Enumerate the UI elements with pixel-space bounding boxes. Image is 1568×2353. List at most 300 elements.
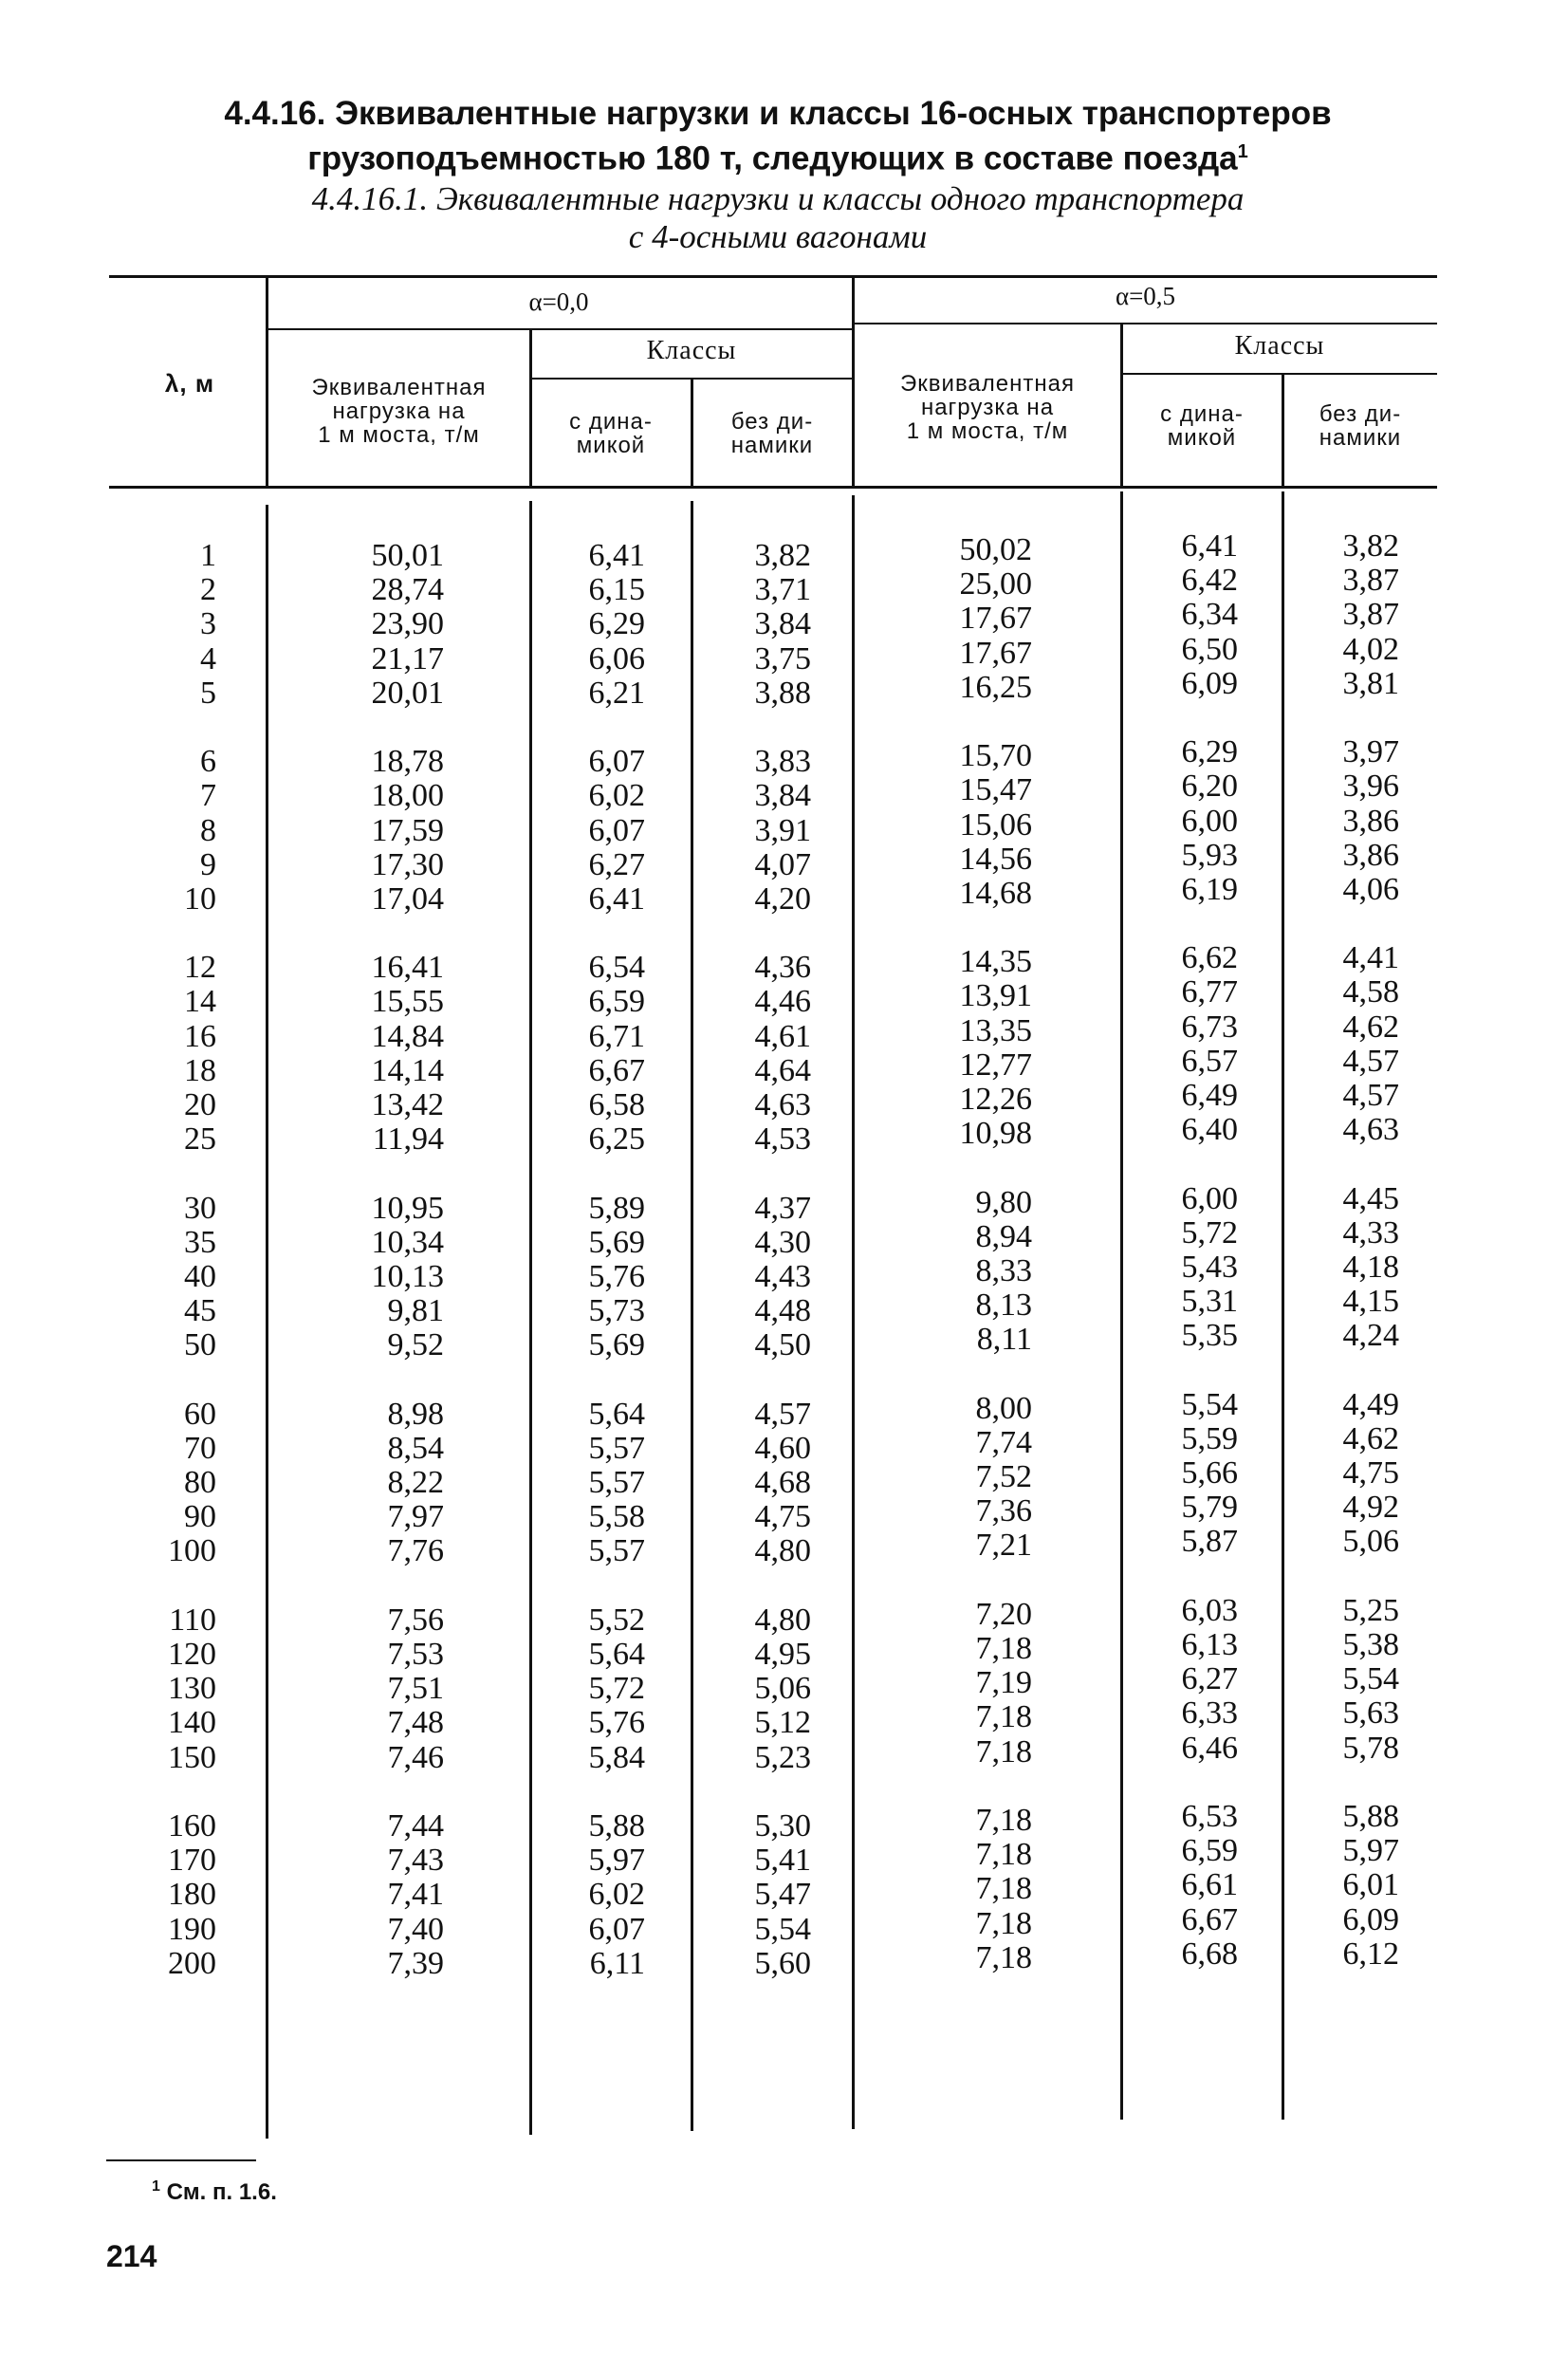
table-cell: 4,20 xyxy=(754,880,811,917)
table-cell: 4,62 xyxy=(1342,1420,1399,1456)
table-cell: 6,27 xyxy=(1181,1661,1238,1697)
table-cell: 3,83 xyxy=(754,744,811,780)
table-cell: 6,61 xyxy=(1181,1867,1238,1903)
table-cell: 6,21 xyxy=(588,675,645,711)
table-cell: 5,06 xyxy=(754,1671,811,1707)
footnote-text: См. п. 1.6. xyxy=(166,2179,277,2205)
table-cell: 6,59 xyxy=(1181,1833,1238,1869)
group-spacer xyxy=(873,1358,1032,1392)
table-cell: 25,00 xyxy=(959,566,1032,602)
header-text: микой xyxy=(576,433,646,458)
table-cell: 5,54 xyxy=(1181,1386,1238,1422)
table-cell: 5,57 xyxy=(588,1465,645,1501)
table-cell: 4,95 xyxy=(754,1637,811,1672)
table-cell: 5,72 xyxy=(588,1671,645,1707)
table-cell: 12,77 xyxy=(959,1047,1032,1083)
table-cell: 7,18 xyxy=(975,1699,1032,1735)
footnote-reference: 1 xyxy=(1237,141,1248,162)
table-cell: 5,97 xyxy=(1342,1833,1399,1869)
group-spacer xyxy=(285,711,444,745)
table-cell: 3,96 xyxy=(1342,769,1399,805)
table-cell: 5,66 xyxy=(1181,1455,1238,1491)
table-cell: 30 xyxy=(184,1190,216,1226)
group-spacer xyxy=(550,1157,645,1191)
group-spacer xyxy=(1300,1354,1399,1388)
table-cell: 3,71 xyxy=(754,572,811,608)
table-cell: 5,52 xyxy=(588,1602,645,1638)
table-cell: 8,98 xyxy=(387,1396,444,1432)
table-cell: 17,30 xyxy=(371,846,444,882)
header-bottom-rule xyxy=(109,486,1437,489)
table-cell: 8,13 xyxy=(975,1288,1032,1324)
table-cell: 5,76 xyxy=(588,1258,645,1294)
subsection-title-line2: с 4-осными вагонами xyxy=(628,218,928,255)
group-spacer xyxy=(1138,701,1238,735)
table-cell: 7 xyxy=(200,778,216,814)
table-cell: 9,80 xyxy=(975,1184,1032,1220)
table-cell: 8,33 xyxy=(975,1252,1032,1288)
group-spacer xyxy=(550,711,645,745)
a0-with-dynamics-column xyxy=(550,539,645,1981)
table-cell: 8,00 xyxy=(975,1390,1032,1426)
header-text: с дина- xyxy=(569,409,653,435)
header-text: 1 м моста, т/м xyxy=(318,422,480,448)
table-cell: 6,62 xyxy=(1181,940,1238,976)
group-spacer xyxy=(1138,907,1238,941)
table-cell: 6,25 xyxy=(588,1121,645,1158)
table-cell: 10,34 xyxy=(371,1224,444,1260)
subsection-title xyxy=(142,180,1413,256)
table-cell: 4,80 xyxy=(754,1602,811,1638)
table-cell: 6,02 xyxy=(588,1877,645,1913)
table-cell: 8,22 xyxy=(387,1465,444,1501)
table-cell: 6,02 xyxy=(588,778,645,814)
table-cell: 4,58 xyxy=(1342,974,1399,1010)
table-cell: 6,00 xyxy=(1181,1180,1238,1216)
table-cell: 21,17 xyxy=(371,640,444,676)
table-cell: 5,31 xyxy=(1181,1284,1238,1320)
table-cell: 3 xyxy=(200,606,216,642)
table-cell: 7,18 xyxy=(975,1871,1032,1907)
table-cell: 200 xyxy=(168,1945,216,1981)
table-cell: 4,41 xyxy=(1342,940,1399,976)
table-cell: 6,53 xyxy=(1181,1798,1238,1834)
table-cell: 5,38 xyxy=(1342,1627,1399,1662)
table-cell: 15,47 xyxy=(959,772,1032,808)
table-cell: 6,13 xyxy=(1181,1627,1238,1662)
header-text: намики xyxy=(1319,425,1402,451)
table-cell: 4,68 xyxy=(754,1465,811,1501)
header-text: намики xyxy=(730,433,814,458)
table-cell: 5,12 xyxy=(754,1705,811,1741)
group-spacer xyxy=(285,917,444,951)
table-cell: 6,00 xyxy=(1181,803,1238,839)
table-top-rule xyxy=(109,275,1437,278)
footnote-mark: 1 xyxy=(152,2178,160,2195)
table-cell: 6,73 xyxy=(1181,1009,1238,1045)
classes-header: Классы xyxy=(1234,331,1325,361)
a0-load-column xyxy=(285,539,444,1981)
group-spacer xyxy=(873,1151,1032,1185)
table-cell: 6,46 xyxy=(1181,1730,1238,1766)
table-cell: 6,15 xyxy=(588,572,645,608)
table-cell: 4,18 xyxy=(1342,1249,1399,1285)
group-spacer xyxy=(711,917,811,951)
table-cell: 5,30 xyxy=(754,1807,811,1843)
group-spacer xyxy=(550,1775,645,1809)
table-cell: 6,33 xyxy=(1181,1695,1238,1732)
table-cell: 9,52 xyxy=(387,1327,444,1363)
table-cell: 5,54 xyxy=(1342,1661,1399,1697)
table-cell: 7,74 xyxy=(975,1424,1032,1460)
table-cell: 6,59 xyxy=(588,984,645,1020)
table-cell: 180 xyxy=(168,1877,216,1913)
page-number: 214 xyxy=(106,2239,157,2273)
group-spacer xyxy=(123,1775,216,1809)
table-cell: 18,78 xyxy=(371,744,444,780)
a5-without-dynamics-column xyxy=(1300,529,1399,1972)
group-spacer xyxy=(1300,1147,1399,1181)
lambda-column xyxy=(123,539,216,1981)
footnote-rule xyxy=(106,2159,256,2161)
table-cell: 9 xyxy=(200,846,216,882)
table-cell: 35 xyxy=(184,1224,216,1260)
table-cell: 6,57 xyxy=(1181,1043,1238,1079)
table-cell: 140 xyxy=(168,1705,216,1741)
table-cell: 100 xyxy=(168,1533,216,1569)
column-divider xyxy=(1120,491,1123,2120)
a5-load-column xyxy=(873,533,1032,1975)
table-cell: 6,68 xyxy=(1181,1936,1238,1972)
table-cell: 20 xyxy=(184,1087,216,1122)
table-cell: 15,70 xyxy=(959,738,1032,774)
group-spacer xyxy=(711,1363,811,1398)
table-cell: 7,97 xyxy=(387,1499,444,1535)
table-cell: 6,41 xyxy=(588,880,645,917)
table-cell: 6,06 xyxy=(588,640,645,676)
table-cell: 6,07 xyxy=(588,1911,645,1947)
table-cell: 17,59 xyxy=(371,812,444,848)
table-cell: 14,68 xyxy=(959,875,1032,911)
table-cell: 17,67 xyxy=(959,635,1032,671)
table-cell: 14,14 xyxy=(371,1052,444,1088)
group-spacer xyxy=(285,1775,444,1809)
table-cell: 7,20 xyxy=(975,1596,1032,1632)
group-spacer xyxy=(711,1157,811,1191)
table-cell: 4,33 xyxy=(1342,1214,1399,1251)
table-cell: 6,09 xyxy=(1181,665,1238,701)
table-cell: 6,49 xyxy=(1181,1078,1238,1113)
group-spacer xyxy=(1300,701,1399,735)
table-cell: 9,81 xyxy=(387,1293,444,1329)
table-cell: 13,91 xyxy=(959,978,1032,1014)
table-cell: 5,73 xyxy=(588,1293,645,1329)
table-cell: 5,78 xyxy=(1342,1730,1399,1766)
table-cell: 5,06 xyxy=(1342,1524,1399,1560)
table-cell: 7,41 xyxy=(387,1877,444,1913)
table-cell: 6,03 xyxy=(1181,1592,1238,1628)
table-cell: 6,19 xyxy=(1181,871,1238,907)
table-cell: 10,13 xyxy=(371,1258,444,1294)
table-cell: 20,01 xyxy=(371,675,444,711)
table-cell: 4,53 xyxy=(754,1121,811,1158)
table-cell: 14,84 xyxy=(371,1018,444,1054)
classes2-underline xyxy=(1122,373,1437,375)
table-cell: 12 xyxy=(184,950,216,986)
table-cell: 110 xyxy=(169,1602,216,1638)
group1-underline xyxy=(266,328,852,330)
table-cell: 6,12 xyxy=(1342,1936,1399,1972)
table-cell: 130 xyxy=(168,1671,216,1707)
with-dynamics-header xyxy=(531,410,691,457)
table-cell: 7,21 xyxy=(975,1528,1032,1564)
table-cell: 5,76 xyxy=(588,1705,645,1741)
table-cell: 6,40 xyxy=(1181,1112,1238,1148)
group-spacer xyxy=(123,1569,216,1603)
table-cell: 5,60 xyxy=(754,1945,811,1981)
header-text: с дина- xyxy=(1160,401,1244,427)
table-cell: 7,36 xyxy=(975,1493,1032,1529)
table-cell: 7,56 xyxy=(387,1602,444,1638)
table-cell: 6,20 xyxy=(1181,769,1238,805)
classes-header: Классы xyxy=(646,336,737,365)
table-cell: 4,50 xyxy=(754,1327,811,1363)
group-spacer xyxy=(550,917,645,951)
table-cell: 4,43 xyxy=(754,1258,811,1294)
table-cell: 7,53 xyxy=(387,1637,444,1672)
table-cell: 15,06 xyxy=(959,806,1032,843)
column-divider xyxy=(266,505,268,2139)
table-cell: 10,98 xyxy=(959,1116,1032,1152)
table-cell: 5,41 xyxy=(754,1843,811,1879)
table-cell: 14 xyxy=(184,984,216,1020)
table-cell: 6,41 xyxy=(1181,528,1238,564)
group-spacer xyxy=(873,1564,1032,1598)
header-text: без ди- xyxy=(730,409,814,435)
header-text: нагрузка на xyxy=(332,398,466,424)
table-cell: 3,81 xyxy=(1342,665,1399,701)
table-cell: 70 xyxy=(184,1430,216,1466)
table-cell: 7,18 xyxy=(975,1837,1032,1873)
table-cell: 90 xyxy=(184,1499,216,1535)
table-cell: 14,35 xyxy=(959,944,1032,980)
table-cell: 4,75 xyxy=(754,1499,811,1535)
table-cell: 7,18 xyxy=(975,1905,1032,1941)
table-cell: 45 xyxy=(184,1293,216,1329)
table-cell: 5,93 xyxy=(1181,837,1238,873)
group-spacer xyxy=(123,917,216,951)
table-cell: 4,63 xyxy=(1342,1112,1399,1148)
group-spacer xyxy=(123,1363,216,1398)
table-cell: 7,44 xyxy=(387,1807,444,1843)
table-cell: 6,07 xyxy=(588,744,645,780)
table-cell: 2 xyxy=(200,572,216,608)
table-cell: 4,75 xyxy=(1342,1455,1399,1491)
group-spacer xyxy=(1138,1147,1238,1181)
table-cell: 4,57 xyxy=(1342,1043,1399,1079)
table-cell: 6,09 xyxy=(1342,1901,1399,1937)
table-cell: 6,77 xyxy=(1181,974,1238,1010)
table-cell: 10 xyxy=(184,880,216,917)
table-cell: 15,55 xyxy=(371,984,444,1020)
table-cell: 190 xyxy=(168,1911,216,1947)
table-cell: 5,72 xyxy=(1181,1214,1238,1251)
column-divider xyxy=(852,495,855,2129)
table-cell: 17,04 xyxy=(371,880,444,917)
table-cell: 4,46 xyxy=(754,984,811,1020)
group-spacer xyxy=(285,1363,444,1398)
table-cell: 4,92 xyxy=(1342,1490,1399,1526)
table-cell: 16,25 xyxy=(959,669,1032,705)
group-spacer xyxy=(1300,1766,1399,1800)
table-cell: 5,64 xyxy=(588,1396,645,1432)
group-spacer xyxy=(1138,1766,1238,1800)
table-cell: 7,40 xyxy=(387,1911,444,1947)
table-cell: 150 xyxy=(168,1739,216,1775)
table-cell: 13,35 xyxy=(959,1012,1032,1048)
group-spacer xyxy=(873,911,1032,945)
table-cell: 25 xyxy=(184,1121,216,1158)
table-cell: 4,64 xyxy=(754,1052,811,1088)
group-spacer xyxy=(711,1569,811,1603)
table-cell: 23,90 xyxy=(371,606,444,642)
group-spacer xyxy=(123,711,216,745)
table-cell: 5,59 xyxy=(1181,1420,1238,1456)
table-cell: 3,82 xyxy=(754,538,811,573)
group-spacer xyxy=(1300,907,1399,941)
table-cell: 160 xyxy=(168,1807,216,1843)
table-cell: 4,49 xyxy=(1342,1386,1399,1422)
table-cell: 18 xyxy=(184,1052,216,1088)
table-cell: 7,51 xyxy=(387,1671,444,1707)
header-text: микой xyxy=(1167,425,1237,451)
table-cell: 6,67 xyxy=(588,1052,645,1088)
group-spacer xyxy=(285,1569,444,1603)
table-cell: 4,37 xyxy=(754,1190,811,1226)
table-cell: 5,23 xyxy=(754,1739,811,1775)
group2-underline xyxy=(854,323,1437,324)
table-cell: 3,75 xyxy=(754,640,811,676)
section-title xyxy=(142,95,1413,178)
table-cell: 4,24 xyxy=(1342,1318,1399,1354)
table-cell: 8,54 xyxy=(387,1430,444,1466)
table-cell: 6,07 xyxy=(588,812,645,848)
table-cell: 12,26 xyxy=(959,1082,1032,1117)
table-cell: 60 xyxy=(184,1396,216,1432)
group-spacer xyxy=(123,1157,216,1191)
table-cell: 6,34 xyxy=(1181,597,1238,633)
table-cell: 6,41 xyxy=(588,538,645,573)
table-cell: 6,67 xyxy=(1181,1901,1238,1937)
a5-with-dynamics-column xyxy=(1138,529,1238,1972)
table-cell: 7,43 xyxy=(387,1843,444,1879)
table-cell: 50,02 xyxy=(959,532,1032,567)
table-cell: 3,86 xyxy=(1342,803,1399,839)
table-cell: 4,36 xyxy=(754,950,811,986)
table-cell: 17,67 xyxy=(959,601,1032,637)
table-cell: 6,58 xyxy=(588,1087,645,1122)
table-cell: 14,56 xyxy=(959,841,1032,877)
table-cell: 6,29 xyxy=(1181,734,1238,770)
table-cell: 3,97 xyxy=(1342,734,1399,770)
column-divider xyxy=(1282,491,1284,2120)
equiv-load-header xyxy=(268,376,529,447)
table-cell: 4,57 xyxy=(1342,1078,1399,1113)
table-cell: 170 xyxy=(168,1843,216,1879)
table-cell: 4,80 xyxy=(754,1533,811,1569)
table-cell: 7,19 xyxy=(975,1665,1032,1701)
table-cell: 6,11 xyxy=(589,1945,645,1981)
table-cell: 1 xyxy=(200,538,216,573)
table-cell: 3,91 xyxy=(754,812,811,848)
table-cell: 7,39 xyxy=(387,1945,444,1981)
table-cell: 3,87 xyxy=(1342,563,1399,599)
without-dynamics-header xyxy=(1283,402,1437,450)
table-cell: 5,58 xyxy=(588,1499,645,1535)
table-cell: 4,62 xyxy=(1342,1009,1399,1045)
group-spacer xyxy=(711,1775,811,1809)
table-cell: 5,97 xyxy=(588,1843,645,1879)
table-cell: 3,87 xyxy=(1342,597,1399,633)
table-cell: 5,43 xyxy=(1181,1249,1238,1285)
table-cell: 80 xyxy=(184,1465,216,1501)
table-cell: 40 xyxy=(184,1258,216,1294)
table-cell: 10,95 xyxy=(371,1190,444,1226)
table-cell: 3,84 xyxy=(754,606,811,642)
table-cell: 7,46 xyxy=(387,1739,444,1775)
table-cell: 5,47 xyxy=(754,1877,811,1913)
table-cell: 6,71 xyxy=(588,1018,645,1054)
table-cell: 5,35 xyxy=(1181,1318,1238,1354)
table-cell: 4,06 xyxy=(1342,871,1399,907)
table-cell: 13,42 xyxy=(371,1087,444,1122)
group-spacer xyxy=(285,1157,444,1191)
group-spacer xyxy=(873,705,1032,739)
table-cell: 7,48 xyxy=(387,1705,444,1741)
table-cell: 5,64 xyxy=(588,1637,645,1672)
table-cell: 5,69 xyxy=(588,1224,645,1260)
table-cell: 6,01 xyxy=(1342,1867,1399,1903)
table-cell: 4,45 xyxy=(1342,1180,1399,1216)
table-cell: 120 xyxy=(168,1637,216,1672)
table-cell: 3,82 xyxy=(1342,528,1399,564)
equiv-load-header xyxy=(855,372,1120,443)
group-spacer xyxy=(550,1569,645,1603)
table-cell: 6 xyxy=(200,744,216,780)
table-cell: 6,54 xyxy=(588,950,645,986)
with-dynamics-header xyxy=(1122,402,1282,450)
section-title-line1: 4.4.16. Эквивалентные нагрузки и классы 16-осных транспортеров xyxy=(224,95,1332,132)
table-cell: 5,79 xyxy=(1181,1490,1238,1526)
table-cell: 4,30 xyxy=(754,1224,811,1260)
table-cell: 50,01 xyxy=(371,538,444,573)
table-cell: 8,11 xyxy=(976,1322,1032,1358)
table-cell: 11,94 xyxy=(372,1121,444,1158)
table-cell: 4,57 xyxy=(754,1396,811,1432)
table-cell: 6,29 xyxy=(588,606,645,642)
table-cell: 7,18 xyxy=(975,1733,1032,1769)
header-text: нагрузка на xyxy=(920,395,1055,420)
group-spacer xyxy=(1138,1354,1238,1388)
table-cell: 7,52 xyxy=(975,1459,1032,1495)
table-cell: 5,88 xyxy=(1342,1798,1399,1834)
table-cell: 8 xyxy=(200,812,216,848)
lambda-header: λ, м xyxy=(164,369,215,398)
header-text: Эквивалентная xyxy=(311,375,487,400)
a0-without-dynamics-column xyxy=(711,539,811,1981)
table-cell: 4,07 xyxy=(754,846,811,882)
header-text: без ди- xyxy=(1319,401,1402,427)
